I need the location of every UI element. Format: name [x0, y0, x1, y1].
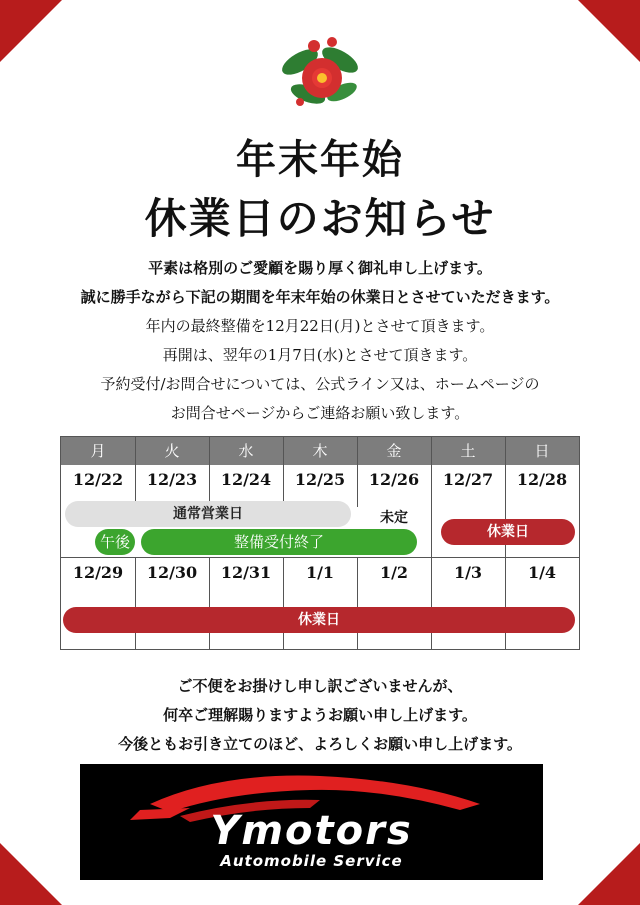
- intro-text: [0, 254, 640, 428]
- date-cell: 12/30: [146, 563, 198, 582]
- intro-line: 年内の最終整備を12月22日(月)とさせて頂きます。: [145, 317, 495, 335]
- maintenance-end-bar: 整備受付終了: [141, 529, 417, 555]
- weekday-fri: 金: [386, 442, 402, 460]
- date-cell: 1/3: [453, 563, 483, 582]
- holiday-calendar: [60, 436, 580, 650]
- corner-decoration-bottom-left: [0, 843, 62, 905]
- date-cell: 12/27: [442, 470, 494, 489]
- date-cell: 12/25: [294, 470, 346, 489]
- afternoon-badge: 午後: [95, 529, 135, 555]
- date-cell: 12/28: [516, 470, 568, 489]
- closing-line: ご不便をお掛けし申し訳ございませんが、: [177, 677, 463, 695]
- weekday-thu: 木: [312, 442, 328, 460]
- closing-line: 何卒ご理解賜りますようお願い申し上げます。: [163, 706, 477, 724]
- closed-bar-week2: 休業日: [63, 607, 575, 633]
- ymotors-logo: [80, 764, 543, 880]
- date-cell: 12/23: [146, 470, 198, 489]
- logo-tagline: Automobile Service: [220, 852, 403, 870]
- date-cell: 12/26: [368, 470, 420, 489]
- intro-line: 誠に勝手ながら下記の期間を年末年始の休業日とさせていただきます。: [80, 288, 560, 306]
- logo-name: Ymotors: [210, 808, 413, 854]
- intro-line: お問合せページからご連絡お願い致します。: [170, 404, 470, 422]
- intro-line: 再開は、翌年の1月7日(水)とさせて頂きます。: [162, 346, 478, 364]
- closed-bar-week1: 休業日: [441, 519, 575, 545]
- corner-decoration-top-right: [578, 0, 640, 62]
- date-cell: 12/29: [72, 563, 124, 582]
- date-cell: 1/4: [527, 563, 557, 582]
- title-line1: 年末年始: [236, 136, 404, 183]
- intro-line: 予約受付/お問合せについては、公式ライン又は、ホームページの: [100, 375, 540, 393]
- weekday-wed: 水: [238, 442, 254, 460]
- title-line2: 休業日のお知らせ: [144, 194, 496, 243]
- weekday-sat: 土: [460, 442, 476, 460]
- weekday-mon: 月: [90, 442, 106, 460]
- intro-line: 平素は格別のご愛顧を賜り厚く御礼申し上げます。: [148, 259, 492, 277]
- date-cell: 1/2: [379, 563, 409, 582]
- closing-line: 今後ともお引き立てのほど、よろしくお願い申し上げます。: [118, 735, 522, 753]
- date-cell: 12/22: [72, 470, 124, 489]
- grid-line: [431, 437, 432, 557]
- closing-text: [0, 672, 640, 759]
- date-cell: 12/24: [220, 470, 272, 489]
- date-cell: 1/1: [305, 563, 335, 582]
- weekday-sun: 日: [534, 442, 550, 460]
- date-cell: 12/31: [220, 563, 272, 582]
- undecided-label: 未定: [380, 510, 408, 526]
- weekday-tue: 火: [164, 442, 180, 460]
- corner-decoration-top-left: [0, 0, 62, 62]
- normal-business-bar: 通常営業日: [65, 501, 351, 527]
- corner-decoration-bottom-right: [578, 843, 640, 905]
- grid-line: [61, 557, 579, 558]
- camellia-flower-icon: [270, 32, 370, 112]
